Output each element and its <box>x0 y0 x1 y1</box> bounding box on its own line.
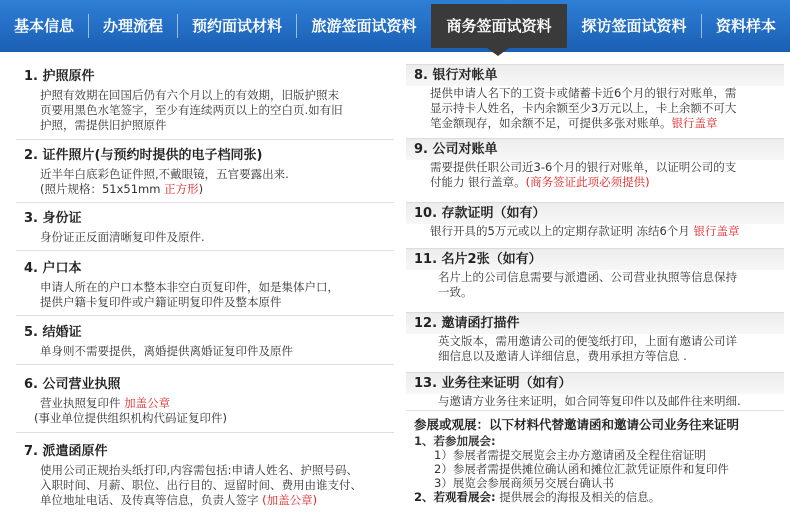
list-item <box>406 372 784 409</box>
tab-business-visa[interactable]: 商务签面试资料 <box>431 4 567 48</box>
expo-participate-label: 1、若参加展会: <box>414 434 496 448</box>
item-body: 单身则不需要提供，离婚提供离婚证复印件及原件 <box>40 344 293 358</box>
tab-process[interactable]: 办理流程 <box>102 17 163 35</box>
list-item <box>406 64 784 131</box>
tab-samples[interactable]: 资料样本 <box>715 17 776 35</box>
list-item <box>16 441 394 508</box>
list-item: 3）展览会参展商须另交展台确认书 <box>434 476 614 490</box>
item-body: 与邀请方业务往来证明，如合同等复印件以及邮件往来明细. <box>438 394 741 408</box>
item-body: 申请人所在的户口本整本非空白页复印件，如是集体户口， 提供户籍卡复印件或户籍证明复印件及整本原件 <box>40 280 339 309</box>
divider <box>16 250 394 251</box>
divider <box>406 410 784 411</box>
active-tab-arrow-icon <box>487 48 509 56</box>
list-item <box>16 145 394 197</box>
list-item <box>16 208 394 245</box>
item-body: 护照有效期在回国后仍有六个月以上的有效期，旧版护照末 页要用黑色水笔签字，至少有连续两页以上的空白页.如有旧 护照，需提供旧护照原件 <box>40 88 343 132</box>
list-item <box>16 258 394 310</box>
item-body: 近半年白底彩色证件照,不戴眼镜，五官要露出来. (照片规格：51x51mm 正方形) <box>40 167 289 196</box>
item-title: 9. 公司对账单 <box>406 138 784 160</box>
expo-title: 参展或观展：以下材料代替邀请函和邀请公司业务往来证明 <box>414 417 740 432</box>
top-tab-bar <box>0 0 790 52</box>
expo-section <box>406 416 784 504</box>
list-item <box>16 374 394 426</box>
list-item <box>406 248 784 300</box>
item-title: 13. 业务往来证明（如有） <box>406 372 784 394</box>
item-title: 3. 身份证 <box>24 211 82 226</box>
item-title: 2. 证件照片(与预约时提供的电子档同张) <box>24 148 263 163</box>
item-body: 需要提供任职公司近3-6个月的银行对账单，以证明公司的支 付能力 银行盖章。(商务签证此项必须提供) <box>430 160 737 189</box>
item-body: 身份证正反面清晰复印件及原件. <box>40 230 205 244</box>
list-item <box>16 66 394 133</box>
item-title: 1. 护照原件 <box>24 69 95 84</box>
divider <box>16 432 394 433</box>
item-title: 10. 存款证明（如有） <box>406 202 784 224</box>
divider <box>16 364 394 365</box>
item-body: 使用公司正规抬头纸打印,内容需包括:申请人姓名、护照号码、 入职时间、月薪、职位、出行目的、逗留时间、费用由谁支付、 单位地址电话、及传真等信息，负责人签字 (加盖公章) <box>40 463 362 507</box>
item-title: 8. 银行对帐单 <box>406 64 784 86</box>
divider <box>16 139 394 140</box>
list-item: 1）参展者需提交展览会主办方邀请函及全程住宿证明 <box>434 448 706 462</box>
item-title: 11. 名片2张（如有） <box>406 248 784 270</box>
item-body: 营业执照复印件 加盖公章 (事业单位提供组织机构代码证复印件) <box>34 396 227 425</box>
item-title: 12. 邀请函打描件 <box>406 312 784 334</box>
list-item <box>16 322 394 359</box>
tab-visit-visa[interactable]: 探访签面试资料 <box>581 17 687 35</box>
item-title: 6. 公司营业执照 <box>24 377 121 392</box>
list-item: 2）参展者需提供摊位确认函和摊位汇款凭证原件和复印件 <box>434 462 729 476</box>
tab-tourist-visa[interactable]: 旅游签面试资料 <box>311 17 417 35</box>
item-title: 4. 户口本 <box>24 261 82 276</box>
item-body: 银行开具的5万元或以上的定期存款证明 冻结6个月 银行盖章 <box>430 224 740 238</box>
item-body: 提供申请人名下的工资卡或储蓄卡近6个月的银行对账单，需 显示持卡人姓名，卡内余额至少3万元以上，卡上余额不可大 笔金额现存，如余额不足，可提供多张对账单。银行盖章 <box>430 86 737 130</box>
expo-visit-line: 2、若观看展会: 提供展会的海报及相关的信息。 <box>414 490 661 504</box>
list-item <box>406 202 784 239</box>
list-item <box>406 312 784 364</box>
item-title: 5. 结婚证 <box>24 325 82 340</box>
list-item <box>406 138 784 190</box>
divider <box>16 315 394 316</box>
divider <box>16 202 394 203</box>
tab-appointment-materials[interactable]: 预约面试材料 <box>191 17 282 35</box>
item-title: 7. 派遣函原件 <box>24 444 108 459</box>
tab-basic-info[interactable]: 基本信息 <box>13 17 74 35</box>
item-body: 英文版本，需用邀请公司的便笺纸打印，上面有邀请公司详 细信息以及邀请人详细信息，费用承担方等信息 . <box>438 334 737 363</box>
item-body: 名片上的公司信息需要与派遣函、公司营业执照等信息保持 一致。 <box>438 270 737 299</box>
